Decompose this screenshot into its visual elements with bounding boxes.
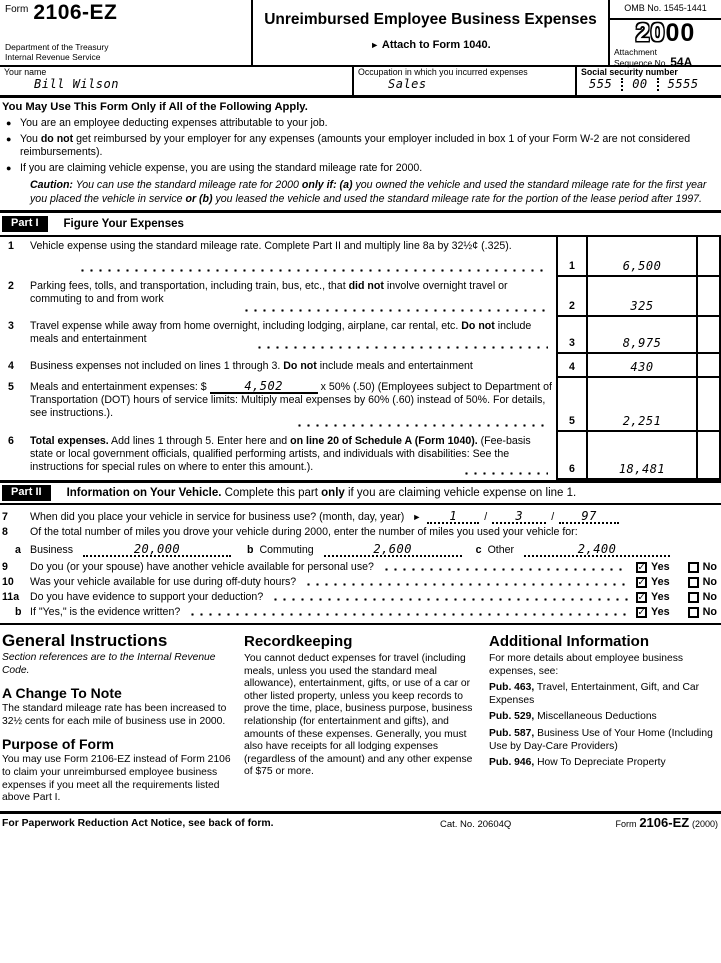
line-number: 6 (8, 435, 14, 447)
line-letter: c (475, 544, 482, 556)
attachment-sequence (610, 46, 721, 69)
part1-header (0, 213, 721, 235)
additional-information-heading: Additional Information (489, 633, 649, 650)
paperwork-notice: For Paperwork Reduction Act Notice, see back of form. (2, 817, 274, 829)
line11a-row (0, 590, 721, 605)
ssn-label: Social security number (581, 67, 678, 77)
line2-cents-field[interactable] (698, 277, 721, 317)
general-instructions-column (2, 631, 234, 805)
occupation-field[interactable]: Sales (388, 77, 427, 91)
attach-note: Attach to Form 1040. (381, 39, 491, 51)
additional-information-intro: For more details about employee business expenses, see: (489, 653, 684, 677)
line-number: 7 (2, 511, 8, 523)
line6-box-number: 6 (558, 432, 588, 480)
tax-year-solid: 00 (665, 19, 696, 47)
pub-463-item: Pub. 463, Travel, Entertainment, Gift, and Car Expenses (489, 682, 700, 706)
pub-587-item: Pub. 587, Business Use of Your Home (Including Use by Day-Care Providers) (489, 727, 713, 752)
dot-leader (242, 309, 548, 312)
part1-title: Figure Your Expenses (63, 217, 184, 230)
line5-box-number: 5 (558, 378, 588, 432)
line10-row (0, 575, 721, 590)
sequence-number: 54A (670, 55, 693, 69)
purpose-of-form-heading: Purpose of Form (2, 736, 115, 753)
bullet-text: If you are claiming vehicle expense, you are using the standard mileage rate for 2000. (20, 162, 423, 174)
recordkeeping-column (244, 631, 479, 805)
ssn-separator (621, 78, 623, 91)
date-slash: / (484, 511, 488, 523)
pub-529-item: Pub. 529, Miscellaneous Deductions (489, 711, 657, 723)
dot-leader (188, 613, 628, 616)
yes-checkbox[interactable]: ✓ (637, 562, 646, 573)
catalog-number: Cat. No. 20604Q (440, 818, 512, 830)
line-number: 11a (2, 591, 20, 603)
name-field[interactable]: Bill Wilson (34, 77, 119, 91)
line8-text: Of the total number of miles you drove your vehicle during 2000, enter the number of miles you used your vehicle for: (30, 526, 578, 538)
form-word: Form (5, 4, 29, 15)
identity-row (0, 67, 721, 98)
line-number: 1 (8, 240, 14, 252)
line-number: 8 (2, 526, 8, 538)
eligibility-section (0, 98, 721, 206)
no-checkbox[interactable] (688, 592, 699, 603)
tax-year-outline: 20 (635, 19, 666, 47)
recordkeeping-heading: Recordkeeping (244, 633, 353, 650)
line-number: 10 (2, 576, 14, 588)
tax-year (610, 20, 721, 46)
line-number: 3 (8, 320, 14, 332)
eligibility-bullet-1 (2, 117, 719, 130)
line4-cents-field[interactable] (698, 354, 721, 378)
line10-text: Was your vehicle available for use during off-duty hours? (30, 576, 297, 588)
change-to-note-text: The standard mileage rate has been increased to 32½ cents for each mile of business use in 2000. (2, 703, 227, 727)
footer-form-id: Form 2106-EZ (2000) (615, 814, 718, 830)
yes-checkbox[interactable]: ✓ (637, 577, 646, 588)
other-miles-label: Other (487, 544, 515, 556)
line2-row (0, 277, 721, 317)
omb-block (608, 0, 721, 69)
pub-946-item: Pub. 946, How To Depreciate Property (489, 757, 666, 769)
attachment-word: Attachment (614, 47, 657, 57)
occupation-label: Occupation in which you incurred expenses (358, 67, 528, 77)
line8a-row (0, 540, 721, 558)
business-miles-field[interactable]: 20,000 (83, 543, 231, 557)
instructions-section (0, 625, 721, 805)
line1-row (0, 237, 721, 277)
eligibility-heading: You May Use This Form Only if All of the Following Apply. (2, 101, 308, 113)
agency-line1: Department of the Treasury (5, 42, 109, 52)
dot-leader (462, 472, 548, 475)
agency-line2: Internal Revenue Service (5, 52, 101, 62)
form-id-block (0, 0, 253, 65)
ssn-part-2[interactable]: 00 (632, 77, 648, 91)
part1-table (0, 237, 721, 480)
general-instructions-heading: General Instructions (2, 631, 168, 650)
dot-leader (271, 598, 628, 601)
change-to-note-heading: A Change To Note (2, 685, 122, 702)
agency-block (5, 42, 246, 62)
no-label: No (702, 591, 717, 603)
no-label: No (702, 606, 717, 618)
line4-text: 4 Business expenses not included on lines 1 through 3. Do not include meals and entertainment (0, 354, 558, 378)
line11b-text: If "Yes," is the evidence written? (30, 606, 181, 618)
name-cell (0, 67, 352, 95)
no-label: No (702, 561, 717, 573)
line5-cents-field[interactable] (698, 378, 721, 432)
dot-leader (304, 583, 628, 586)
name-label: Your name (4, 67, 47, 77)
line3-amount-field[interactable]: 8,975 (588, 317, 698, 354)
line6-cents-field[interactable] (698, 432, 721, 480)
line6-text: 6 Total expenses. Add lines 1 through 5. Enter here and on line 20 of Schedule A (Form 1040). (Fee-basis state or local government officials, qualified performing artists, and individuals with disabilities: See the instructions for special rules on where to enter this amount.). (0, 432, 558, 480)
line8-row (0, 525, 721, 540)
caution-note: Caution: You can use the standard mileage rate for 2000 only if: (a) you owned the vehicle and used the standard mileage rate for the first year you placed the vehicle in service or (b) you leased the vehicle and used the standard mileage rate for the portion of the lease period after 1997. (30, 179, 707, 205)
eligibility-bullet-2 (2, 133, 719, 159)
commuting-miles-field[interactable]: 2,600 (324, 543, 462, 557)
sequence-word: Sequence No. (614, 58, 668, 68)
omb-number: OMB No. 1545-1441 (610, 0, 721, 20)
line4-row (0, 354, 721, 378)
occupation-cell (352, 67, 575, 95)
line3-row (0, 317, 721, 354)
ssn-part-3[interactable]: 5555 (667, 77, 699, 91)
bullet-text: You are an employee deducting expenses attributable to your job. (20, 117, 328, 129)
purpose-of-form-text: You may use Form 2106-EZ instead of Form 2106 to claim your unreimbursed employee business expenses if you meet all the requirements listed above Part I. (2, 754, 231, 804)
form-title-block (253, 0, 608, 65)
line11b-row (0, 605, 721, 620)
line1-cents-field[interactable] (698, 237, 721, 277)
yes-label: Yes (650, 591, 670, 603)
bullet-icon: ● (6, 118, 12, 128)
dot-leader (78, 269, 548, 272)
ssn-separator (657, 78, 659, 91)
footer-rule (0, 811, 721, 814)
line3-box-number: 3 (558, 317, 588, 354)
line1-box-number: 1 (558, 237, 588, 277)
yes-checkbox[interactable]: ✓ (637, 607, 646, 618)
footer (0, 816, 721, 832)
bullet-icon: ● (6, 134, 12, 144)
commuting-miles-label: Commuting (259, 544, 314, 556)
line-letter: a (15, 544, 21, 556)
line5-text: 5 Meals and entertainment expenses: $ 4,502 x 50% (.50) (Employees subject to Department of Transportation (DOT) hours of service limits: Multiply meal expenses by 60% (.60) instead of 50%. For details, see instructions.). (0, 378, 558, 432)
service-day-field[interactable]: 3 (492, 510, 546, 524)
line1-amount-field[interactable]: 6,500 (588, 237, 698, 277)
line2-text: 2 Parking fees, tolls, and transportation, including train, bus, etc., that did not involve overnight travel or commuting to and from work (0, 277, 558, 317)
line2-box-number: 2 (558, 277, 588, 317)
yes-label: Yes (650, 561, 670, 573)
line2-amount-field[interactable]: 325 (588, 277, 698, 317)
eligibility-bullet-3 (2, 162, 719, 175)
line7-arrow-icon: ► (412, 512, 422, 522)
line-letter: b (15, 606, 22, 618)
service-year-field[interactable]: 97 (559, 510, 619, 524)
attach-arrow-icon: ► (370, 40, 380, 50)
bullet-text: You do not get reimbursed by your employer for any expenses (amounts your employer included in box 1 of your Form W-2 are not considered reimbursements). (20, 133, 691, 158)
part2-body (0, 505, 721, 620)
line7-row (0, 509, 721, 525)
section-references-note: Section references are to the Internal Revenue Code. (2, 652, 216, 676)
business-miles-label: Business (30, 544, 73, 556)
line3-text: 3 Travel expense while away from home overnight, including lodging, airplane, car rental, etc. Do not include meals and entertainment (0, 317, 558, 354)
line4-box-number: 4 (558, 354, 588, 378)
line-number: 9 (2, 561, 8, 573)
line-letter: b (247, 544, 254, 556)
line3-cents-field[interactable] (698, 317, 721, 354)
line-number: 4 (8, 360, 14, 372)
part2-header (0, 483, 721, 503)
other-miles-field[interactable]: 2,400 (524, 543, 670, 557)
service-month-field[interactable]: 1 (427, 510, 479, 524)
line6-amount-field[interactable]: 18,481 (588, 432, 698, 480)
line11a-text: Do you have evidence to support your deduction? (30, 591, 264, 603)
line-number: 5 (8, 381, 14, 393)
no-label: No (702, 576, 717, 588)
no-checkbox[interactable] (688, 607, 699, 618)
no-checkbox[interactable] (688, 577, 699, 588)
line6-row (0, 432, 721, 480)
date-slash: / (551, 511, 555, 523)
dot-leader (255, 346, 548, 349)
bullet-icon: ● (6, 163, 12, 173)
form-header (0, 0, 721, 67)
ssn-part-1[interactable]: 555 (589, 77, 613, 91)
additional-information-column (489, 631, 719, 805)
line5-row (0, 378, 721, 432)
part2-title: Information on Your Vehicle. Complete this part only if you are claiming vehicle expense on line 1. (66, 486, 577, 499)
ssn-field[interactable] (581, 78, 717, 91)
meals-amount-field[interactable]: 4,502 (210, 381, 318, 394)
line1-text: 1 Vehicle expense using the standard mileage rate. Complete Part II and multiply line 8a by 32½¢ (.325). (0, 237, 558, 277)
yes-checkbox[interactable]: ✓ (637, 592, 646, 603)
part1-tag: Part I (2, 216, 48, 232)
form-number: 2106-EZ (33, 1, 118, 24)
yes-label: Yes (650, 576, 670, 588)
ssn-cell (575, 67, 721, 95)
line9-row (0, 558, 721, 575)
part2-tag: Part II (2, 485, 51, 501)
line-number: 2 (8, 280, 14, 292)
line4-amount-field[interactable]: 430 (588, 354, 698, 378)
no-checkbox[interactable] (688, 562, 699, 573)
line5-amount-field[interactable]: 2,251 (588, 378, 698, 432)
form-title: Unreimbursed Employee Business Expenses (264, 11, 597, 28)
line9-text: Do you (or your spouse) have another vehicle available for personal use? (30, 561, 374, 573)
recordkeeping-text: You cannot deduct expenses for travel (including meals, unless you used the standard meal allowance), entertainment, gifts, or use of a car or other listed property, unless you keep records to prove the time, place, business purpose, business relationship (for entertainment and gifts), and amounts of these expenses. Generally, you must also have receipts for all lodging expenses (regardless of the amount) and any other expense of $75 or more. (244, 653, 473, 778)
yes-label: Yes (650, 606, 670, 618)
line7-text: When did you place your vehicle in service for business use? (month, day, year) (30, 511, 405, 523)
dot-leader (295, 424, 548, 427)
dot-leader (382, 568, 628, 571)
